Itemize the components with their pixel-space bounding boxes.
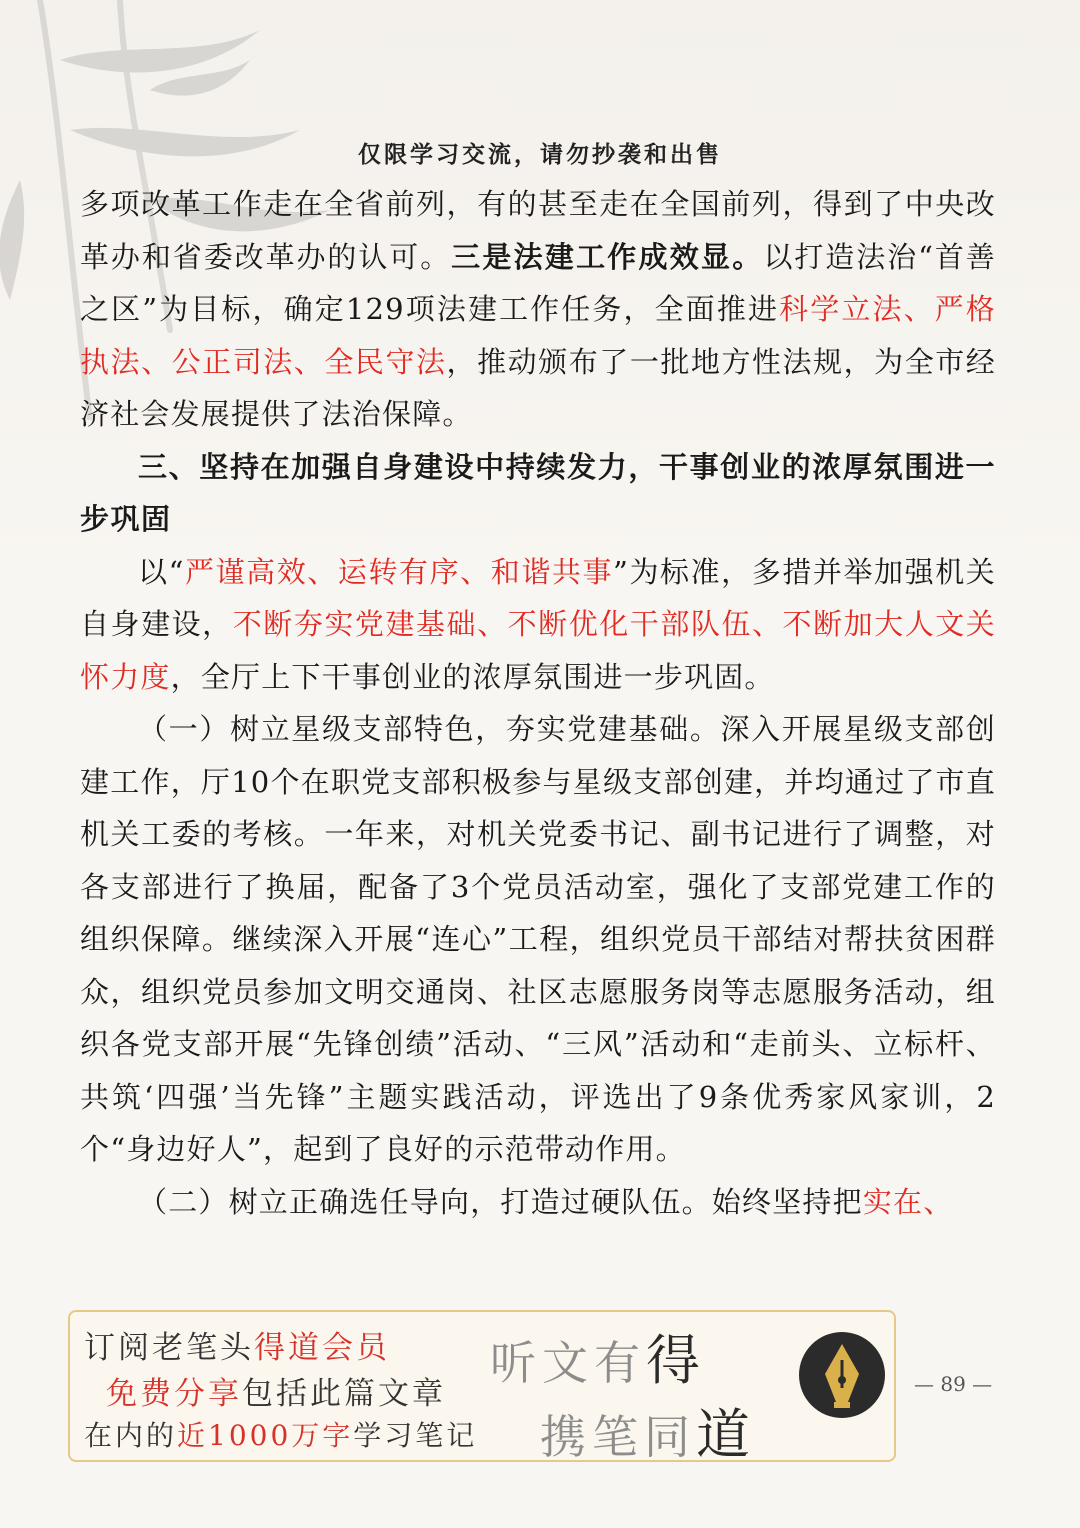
banner-text: 学习笔记 bbox=[353, 1419, 478, 1452]
text-run: 以“ bbox=[138, 554, 185, 589]
text-run: 多项改革工作走在全省前列，有的甚至走在全国前列，得到了中央改革办和省委改革办的认可。 bbox=[80, 187, 996, 274]
banner-highlight: 免费分享 bbox=[106, 1376, 242, 1412]
text-run: 以打造法治“首善之区”为目标，确定129项法建工作任务，全面推进 bbox=[80, 239, 996, 326]
page-number: — 89 — bbox=[914, 1372, 993, 1396]
slogan-text: 携笔同 bbox=[540, 1410, 696, 1464]
text-run: （二）树立正确选任导向，打造过硬队伍。始终坚持把 bbox=[138, 1184, 863, 1219]
text-run: ，推动颁布了一批地方性法规，为全市经济社会发展提供了法治保障。 bbox=[80, 344, 997, 431]
text-run: ，全厅上下干事创业的浓厚氛围进一步巩固。 bbox=[170, 659, 775, 694]
paragraph-4 bbox=[80, 1176, 996, 1229]
highlight-text: 严谨高效、运转有序、和谐共事 bbox=[184, 554, 614, 589]
bold-lead: 三是法建工作成效显。 bbox=[451, 239, 764, 274]
highlight-text: 科学立法、严格执法、公正司法、全民守法 bbox=[80, 292, 996, 379]
highlight-text: 不断夯实党建基础、不断优化干部队伍、不断加大人文关怀力度 bbox=[80, 607, 996, 694]
banner-highlight: 得道会员 bbox=[254, 1330, 390, 1366]
paragraph-1 bbox=[80, 178, 996, 441]
pen-nib-logo-icon bbox=[797, 1330, 887, 1420]
subscription-banner[interactable] bbox=[68, 1310, 896, 1466]
banner-text: 在内的 bbox=[84, 1419, 178, 1452]
article-body bbox=[80, 178, 996, 1228]
banner-highlight: 近1000万字 bbox=[177, 1419, 354, 1452]
banner-line-3 bbox=[84, 1414, 477, 1454]
banner-line-1 bbox=[84, 1322, 390, 1367]
slogan-emphasis: 道 bbox=[696, 1403, 756, 1466]
banner-slogan-2 bbox=[540, 1392, 756, 1469]
banner-line-2 bbox=[106, 1368, 446, 1413]
highlight-text: 实在、 bbox=[862, 1184, 954, 1219]
section-heading: 三、坚持在加强自身建设中持续发力，干事创业的浓厚氛围进一步巩固 bbox=[80, 449, 996, 536]
banner-text: 包括此篇文章 bbox=[242, 1376, 446, 1412]
paragraph-2 bbox=[80, 546, 996, 704]
paragraph-3: （一）树立星级支部特色，夯实党建基础。深入开展星级支部创建工作，厅10个在职党支部积极参与星级支部创建，并均通过了市直机关工委的考核。一年来，对机关党委书记、副书记进行了调整，对各支部进行了换届，配备了3个党员活动室，强化了支部党建工作的组织保障。继续深入开展“连心”工程，组织党员干部结对帮扶贫困群众，组织党员参加文明交通岗、社区志愿服务岗等志愿服务活动，组织各党支部开展“先锋创绩”活动、“三风”活动和“走前头、立标杆、共筑‘四强’当先锋”主题实践活动，评选出了9条优秀家风家训，2个“身边好人”，起到了良好的示范带动作用。 bbox=[80, 712, 996, 1166]
slogan-emphasis: 得 bbox=[646, 1329, 706, 1392]
slogan-text: 听文有 bbox=[490, 1336, 646, 1390]
banner-slogan-1 bbox=[490, 1318, 706, 1395]
copyright-notice: 仅限学习交流，请勿抄袭和出售 bbox=[358, 141, 722, 168]
banner-text: 订阅老笔头 bbox=[84, 1330, 254, 1366]
text-run: ”为标准，多措并举加强机关自身建设， bbox=[80, 554, 996, 641]
